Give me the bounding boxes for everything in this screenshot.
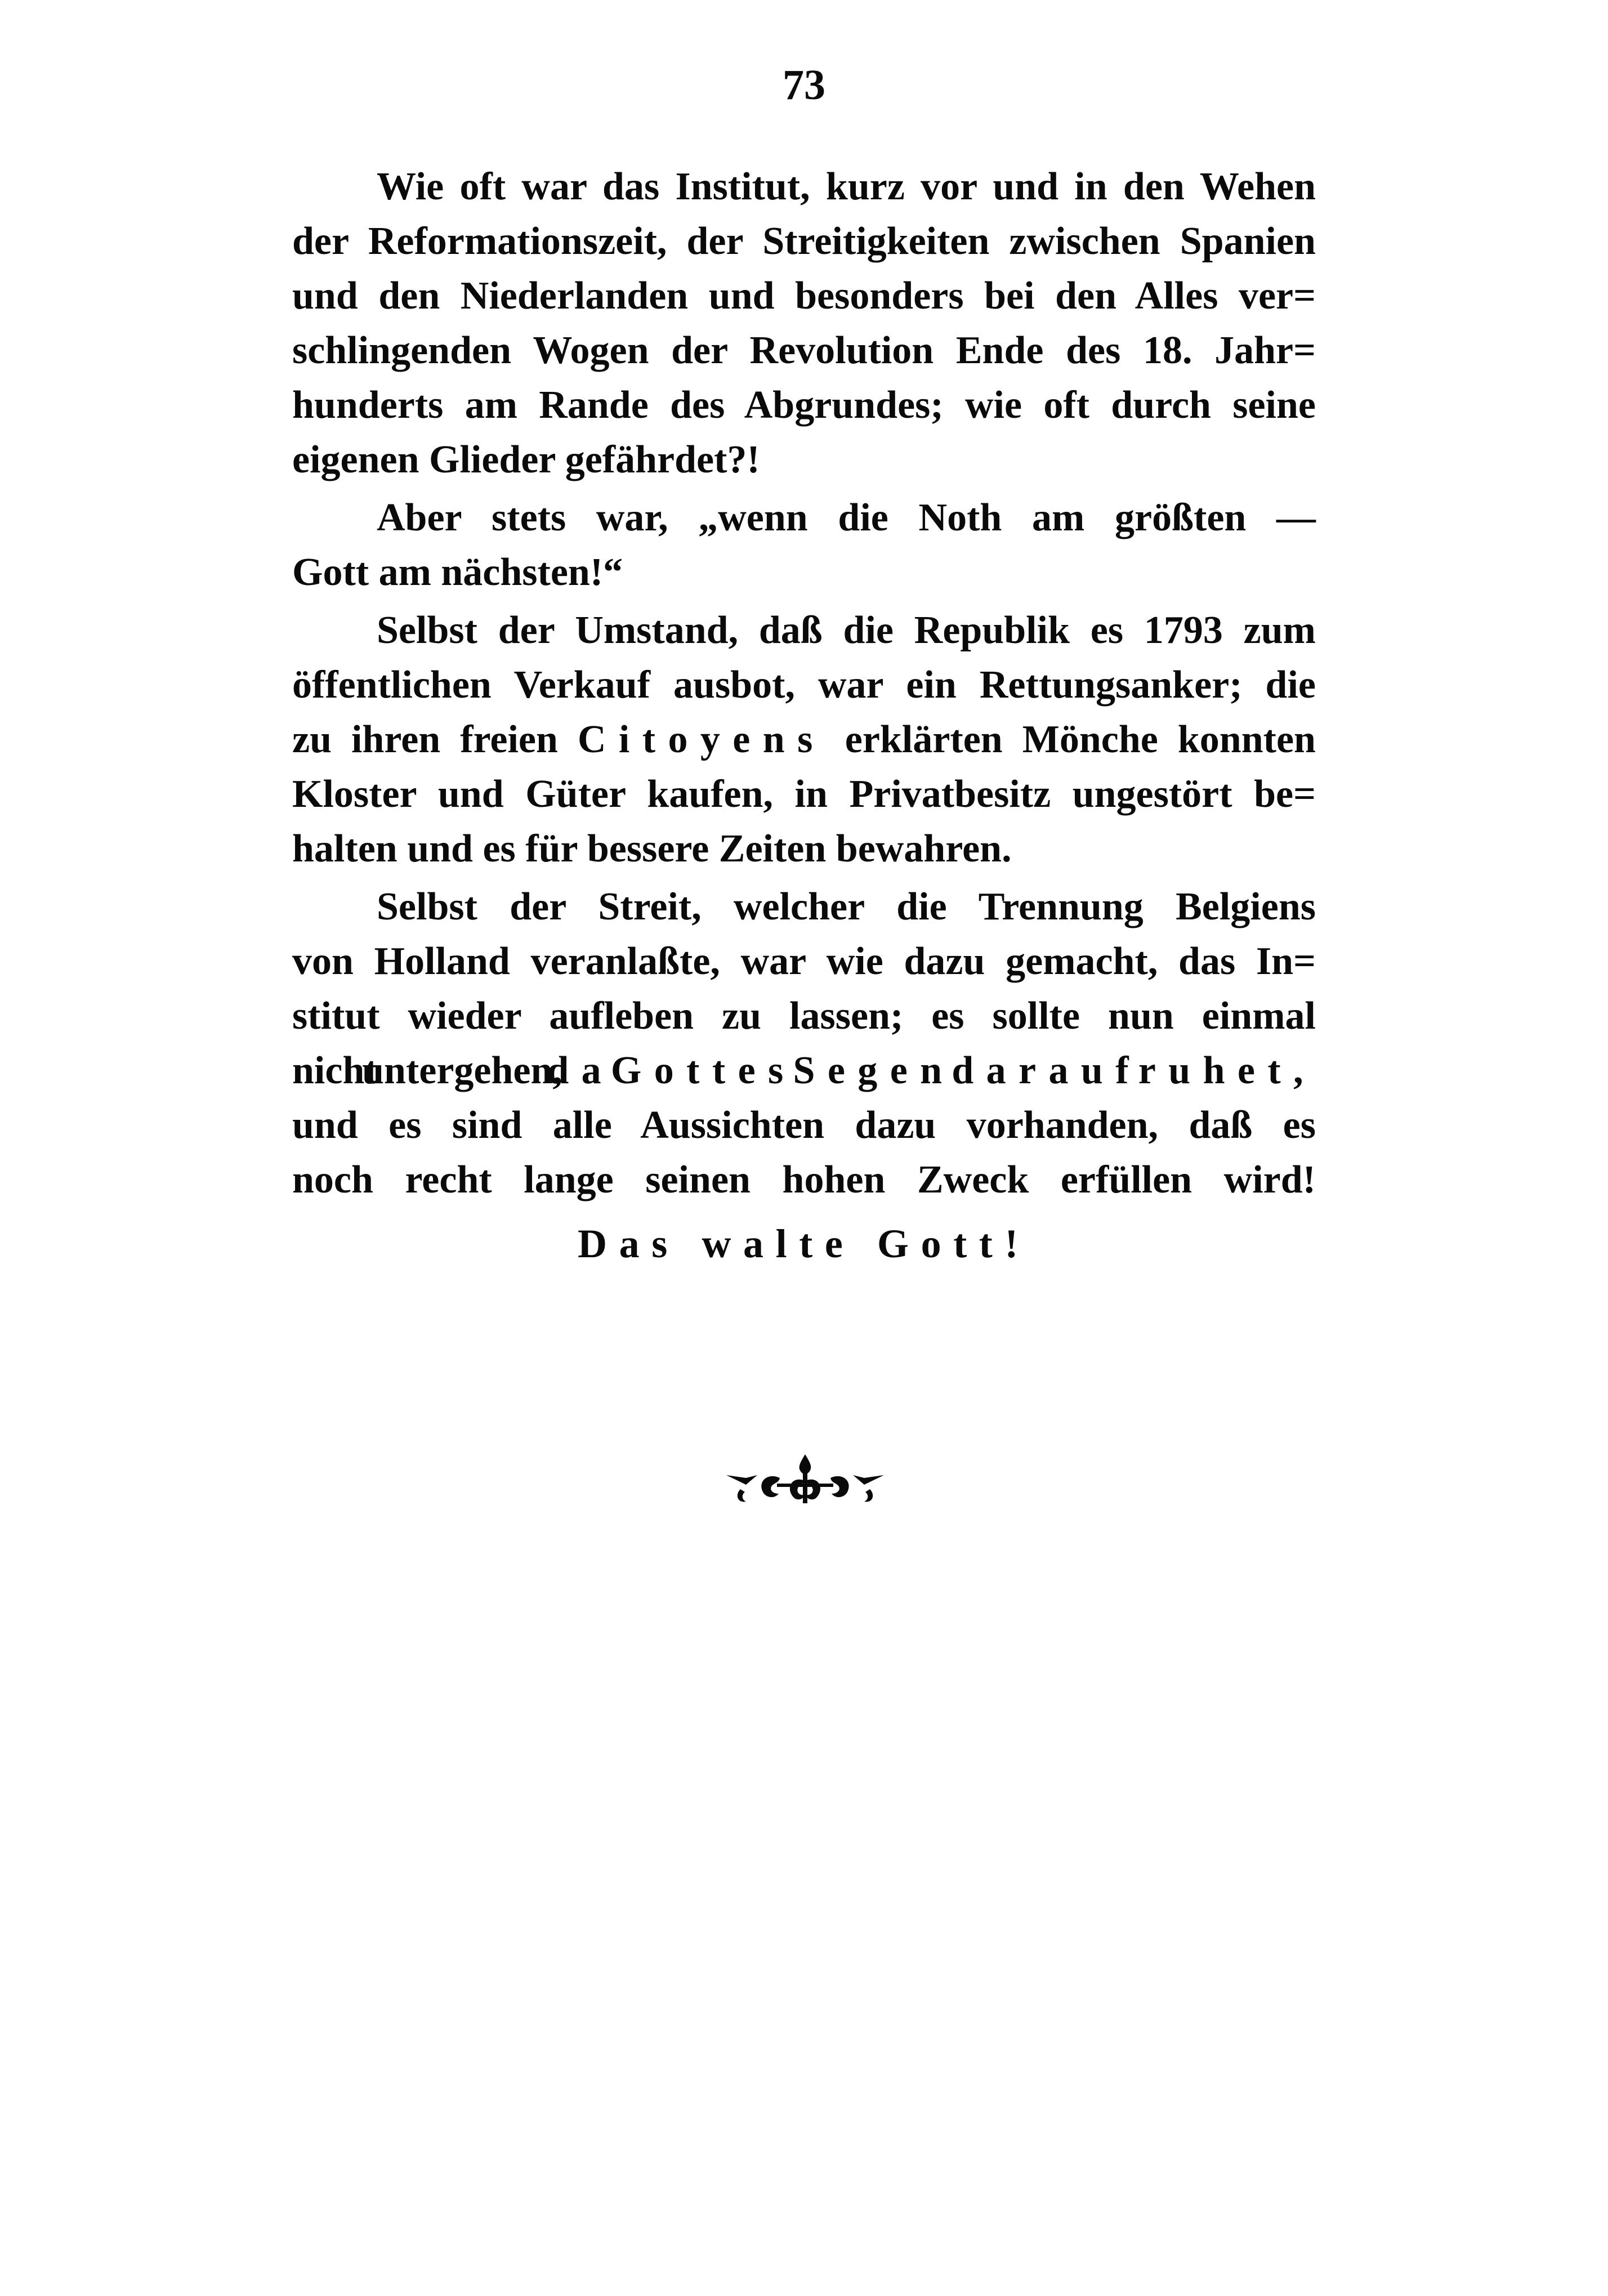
text-line [292, 658, 1316, 712]
text-line [292, 767, 1316, 821]
floral-ornament-icon [723, 1450, 887, 1512]
line-content [292, 214, 1316, 269]
text-line [292, 490, 1316, 545]
text-line [292, 323, 1316, 378]
line-content [292, 1098, 1316, 1153]
page-number: 73 [783, 61, 825, 109]
text-line [292, 879, 1316, 934]
text-line [292, 269, 1316, 323]
line-content [292, 378, 1316, 432]
closing-line: Das walte Gott! [578, 1221, 1030, 1266]
line-content [292, 934, 1316, 989]
text-segment: stitut wieder aufleben zu lassen; es sollte nun einmal [292, 994, 1316, 1038]
line-content [292, 821, 1012, 876]
text-segment: noch recht lange seinen hohen Zweck erfüllen wird! [292, 1158, 1316, 1201]
text-segment: öffentlichen Verkauf ausbot, war ein Rettungsanker; die [292, 663, 1316, 707]
text-line [292, 603, 1316, 658]
line-content [377, 159, 1316, 214]
text-segment: erklärten Mönche konnten [825, 718, 1316, 761]
line-content [292, 1153, 1316, 1207]
text-line [292, 159, 1316, 214]
line-content [292, 269, 1316, 323]
text-line [292, 432, 1316, 487]
text-segment: Wie oft war das Institut, kurz vor und in den Wehen [377, 165, 1316, 208]
text-line [292, 821, 1316, 876]
text-segment: von Holland veranlaßte, war wie dazu gemacht, das In= [292, 940, 1316, 983]
line-content [377, 879, 1316, 934]
text-segment: zu ihren freien [292, 718, 578, 761]
text-segment: Aber stets war, „wenn die Noth am größten — [377, 496, 1316, 539]
line-content [292, 767, 1316, 821]
spaced-emphasis-text: da Gottes Segen darauf ruhet, [547, 1049, 1316, 1092]
text-line [292, 1153, 1316, 1207]
text-segment: schlingenden Wogen der Revolution Ende des 18. Jahr= [292, 329, 1316, 372]
text-segment: und den Niederlanden und besonders bei den Alles ver= [292, 274, 1316, 318]
text-segment: und es sind alle Aussichten dazu vorhanden, daß es [292, 1104, 1316, 1147]
line-content [292, 323, 1316, 378]
text-line [292, 712, 1316, 767]
text-line [292, 934, 1316, 989]
text-segment: nicht untergehen, [292, 1049, 547, 1092]
body-text [292, 159, 1316, 1207]
text-segment: der Reformationszeit, der Streitigkeiten zwischen Spanien [292, 220, 1316, 263]
line-content [377, 490, 1316, 545]
line-content [292, 1043, 1316, 1098]
line-content [292, 712, 1316, 767]
text-line [292, 378, 1316, 432]
text-segment: Selbst der Umstand, daß die Republik es 1793 zum [377, 609, 1316, 652]
line-content [377, 603, 1316, 658]
text-segment: eigenen Glieder gefährdet?! [292, 438, 760, 481]
text-line [292, 989, 1316, 1043]
line-content [292, 989, 1316, 1043]
text-line [292, 545, 1316, 600]
text-segment: Kloster und Güter kaufen, in Privatbesitz ungestört be= [292, 772, 1316, 816]
text-segment: hunderts am Rande des Abgrundes; wie oft durch seine [292, 383, 1316, 427]
line-content [292, 432, 760, 487]
text-line [292, 214, 1316, 269]
text-segment: halten und es für bessere Zeiten bewahren. [292, 827, 1012, 870]
text-line [292, 1098, 1316, 1153]
text-segment: Gott am nächsten!“ [292, 551, 623, 594]
line-content [292, 545, 623, 600]
text-line [292, 1043, 1316, 1098]
line-content [292, 658, 1316, 712]
text-segment: Selbst der Streit, welcher die Trennung Belgiens [377, 885, 1316, 928]
spaced-emphasis-text: Citoyens [577, 718, 825, 761]
